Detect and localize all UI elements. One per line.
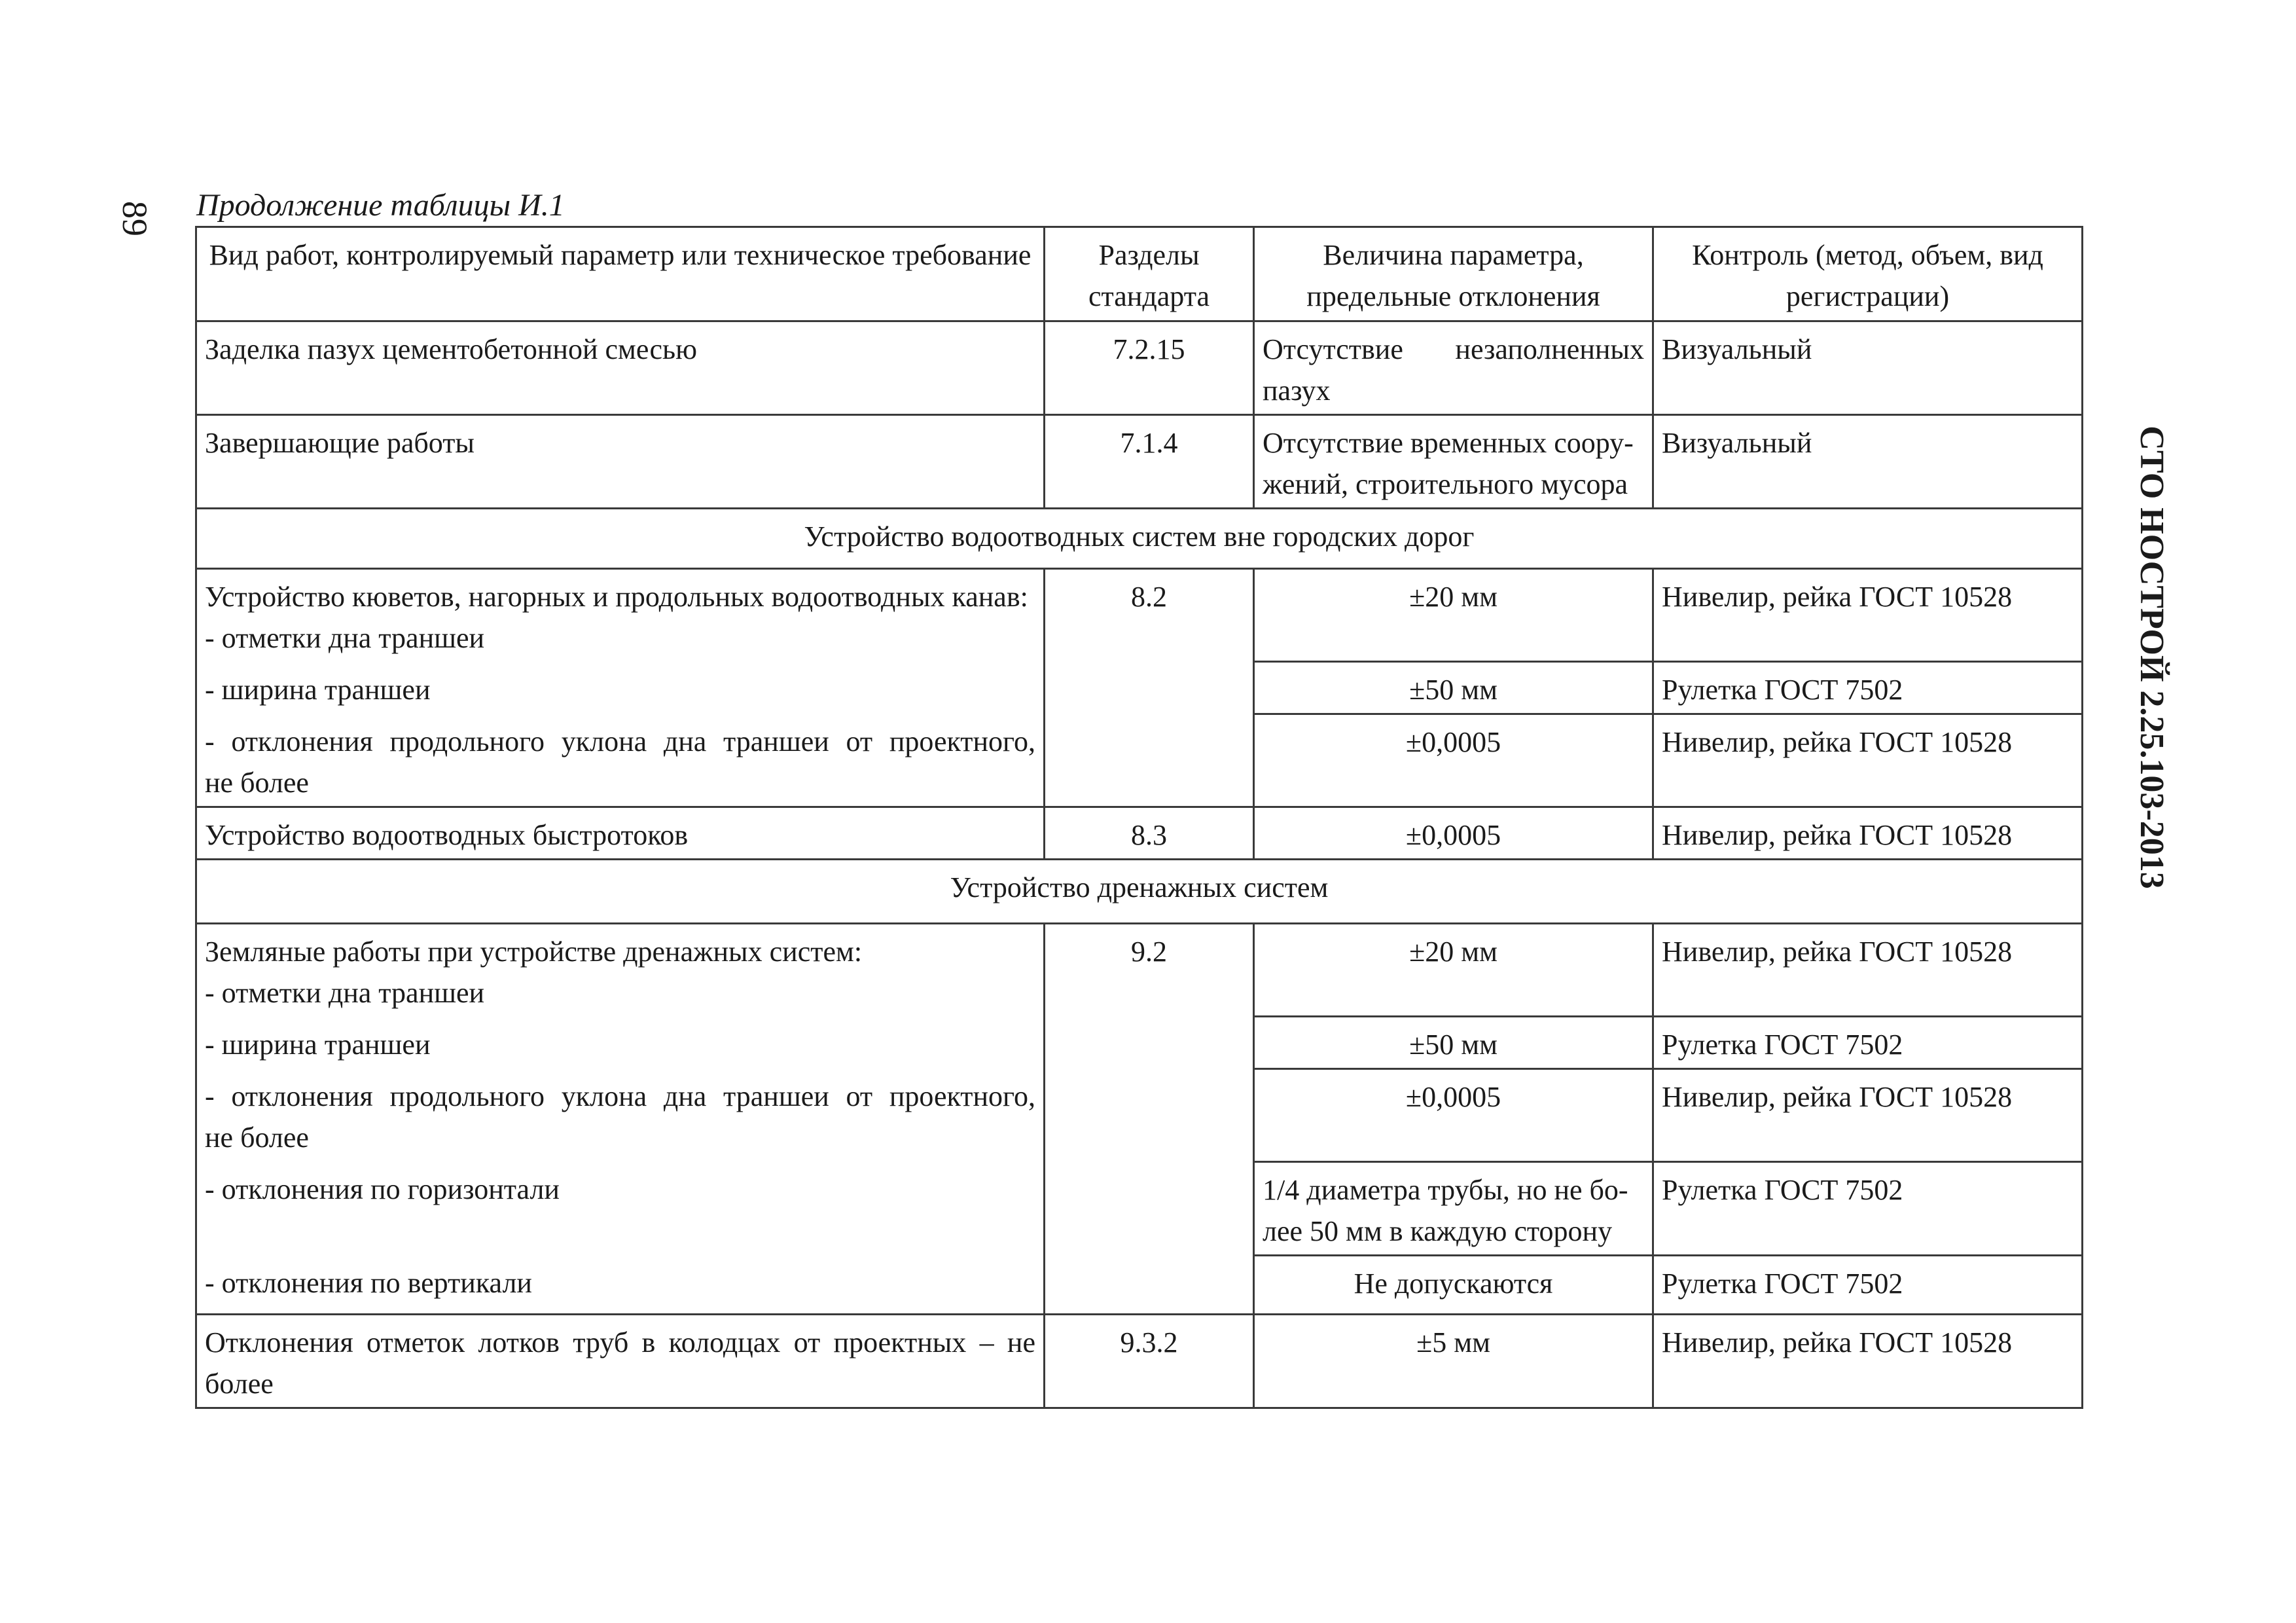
header-control-method: Контроль (метод, объем, вид регистрации)	[1653, 227, 2083, 321]
work-cell	[196, 924, 1045, 1315]
value-line: 1/4 диаметра трубы, но не бо-	[1263, 1174, 1628, 1206]
section-cell: 7.2.15	[1045, 321, 1254, 415]
inspection-table	[195, 226, 2083, 1409]
document-code-title: СТО НОСТРОЙ 2.25.103-2013	[2133, 426, 2170, 889]
control-cell: Нивелир, рейка ГОСТ 10528	[1653, 569, 2083, 662]
header-standard-sections: Разделы стандарта	[1045, 227, 1254, 321]
section-cell: 8.2	[1045, 569, 1254, 807]
control-cell: Нивелир, рейка ГОСТ 10528	[1653, 1315, 2083, 1408]
value-cell	[1254, 1162, 1653, 1256]
section-heading: Устройство дренажных систем	[196, 860, 2083, 924]
value-cell: ±50 мм	[1254, 662, 1653, 714]
value-cell: Не допускаются	[1254, 1256, 1653, 1315]
value-cell	[1254, 415, 1653, 509]
header-work-type: Вид работ, контролируемый параметр или техническое требование	[196, 227, 1045, 321]
work-cell: Завершающие работы	[196, 415, 1045, 509]
work-cell: Заделка пазух цементобетонной смесью	[196, 321, 1045, 415]
section-heading-row	[196, 509, 2083, 569]
param-line: не более	[205, 1122, 309, 1154]
table-row	[196, 924, 2083, 1017]
table-row	[196, 1315, 2083, 1408]
table-caption: Продолжение таблицы И.1	[196, 188, 565, 223]
section-cell: 7.1.4	[1045, 415, 1254, 509]
work-line: Отклонения отметок лотков труб в колодцах от проектных – не	[205, 1326, 1035, 1359]
value-line: лее 50 мм в каждую сторону	[1263, 1215, 1613, 1247]
param-line: - ширина траншеи	[205, 674, 431, 706]
work-cell	[196, 1315, 1045, 1408]
work-title: Устройство кюветов, нагорных и продольных водоотводных канав:	[205, 581, 1028, 613]
param-line: не более	[205, 767, 309, 799]
table-row	[196, 807, 2083, 860]
control-cell: Нивелир, рейка ГОСТ 10528	[1653, 714, 2083, 807]
control-cell: Рулетка ГОСТ 7502	[1653, 1162, 2083, 1256]
value-cell: ±20 мм	[1254, 924, 1653, 1017]
section-heading-row	[196, 860, 2083, 924]
control-cell: Рулетка ГОСТ 7502	[1653, 662, 2083, 714]
param-line: - отклонения по горизонтали	[205, 1173, 560, 1205]
value-cell: ±0,0005	[1254, 807, 1653, 860]
param-line: - отметки дна траншеи	[205, 977, 485, 1009]
table-header-row	[196, 227, 2083, 321]
work-cell: Устройство водоотводных быстротоков	[196, 807, 1045, 860]
control-cell: Рулетка ГОСТ 7502	[1653, 1256, 2083, 1315]
control-cell: Нивелир, рейка ГОСТ 10528	[1653, 1069, 2083, 1162]
control-cell: Визуальный	[1653, 415, 2083, 509]
value-cell: ±0,0005	[1254, 1069, 1653, 1162]
value-cell: ±20 мм	[1254, 569, 1653, 662]
table-row	[196, 415, 2083, 509]
section-cell: 9.2	[1045, 924, 1254, 1315]
page-number: 89	[115, 201, 154, 236]
work-cell	[196, 569, 1045, 807]
param-line: - отклонения продольного уклона дна траншеи от проектного,	[205, 725, 1035, 757]
param-line: - отклонения по вертикали	[205, 1267, 532, 1299]
section-heading: Устройство водоотводных систем вне городских дорог	[196, 509, 2083, 569]
work-line: более	[205, 1368, 274, 1400]
value-cell	[1254, 321, 1653, 415]
param-line: - отметки дна траншеи	[205, 622, 485, 654]
section-cell: 8.3	[1045, 807, 1254, 860]
work-title: Земляные работы при устройстве дренажных систем:	[205, 936, 863, 968]
value-cell: ±5 мм	[1254, 1315, 1653, 1408]
value-line: пазух	[1263, 374, 1331, 407]
value-line: Отсутствие временных соору-	[1263, 427, 1634, 459]
header-parameter-value: Величина параметра, предельные отклонения	[1254, 227, 1653, 321]
value-cell: ±0,0005	[1254, 714, 1653, 807]
value-cell: ±50 мм	[1254, 1017, 1653, 1069]
control-cell: Рулетка ГОСТ 7502	[1653, 1017, 2083, 1069]
value-line: жений, строительного мусора	[1263, 468, 1628, 500]
value-line: Отсутствие незаполненных	[1263, 333, 1644, 365]
control-cell: Визуальный	[1653, 321, 2083, 415]
table-row	[196, 569, 2083, 662]
table-row	[196, 321, 2083, 415]
section-cell: 9.3.2	[1045, 1315, 1254, 1408]
param-line: - отклонения продольного уклона дна траншеи от проектного,	[205, 1080, 1035, 1112]
control-cell: Нивелир, рейка ГОСТ 10528	[1653, 924, 2083, 1017]
control-cell: Нивелир, рейка ГОСТ 10528	[1653, 807, 2083, 860]
param-line: - ширина траншеи	[205, 1029, 431, 1061]
